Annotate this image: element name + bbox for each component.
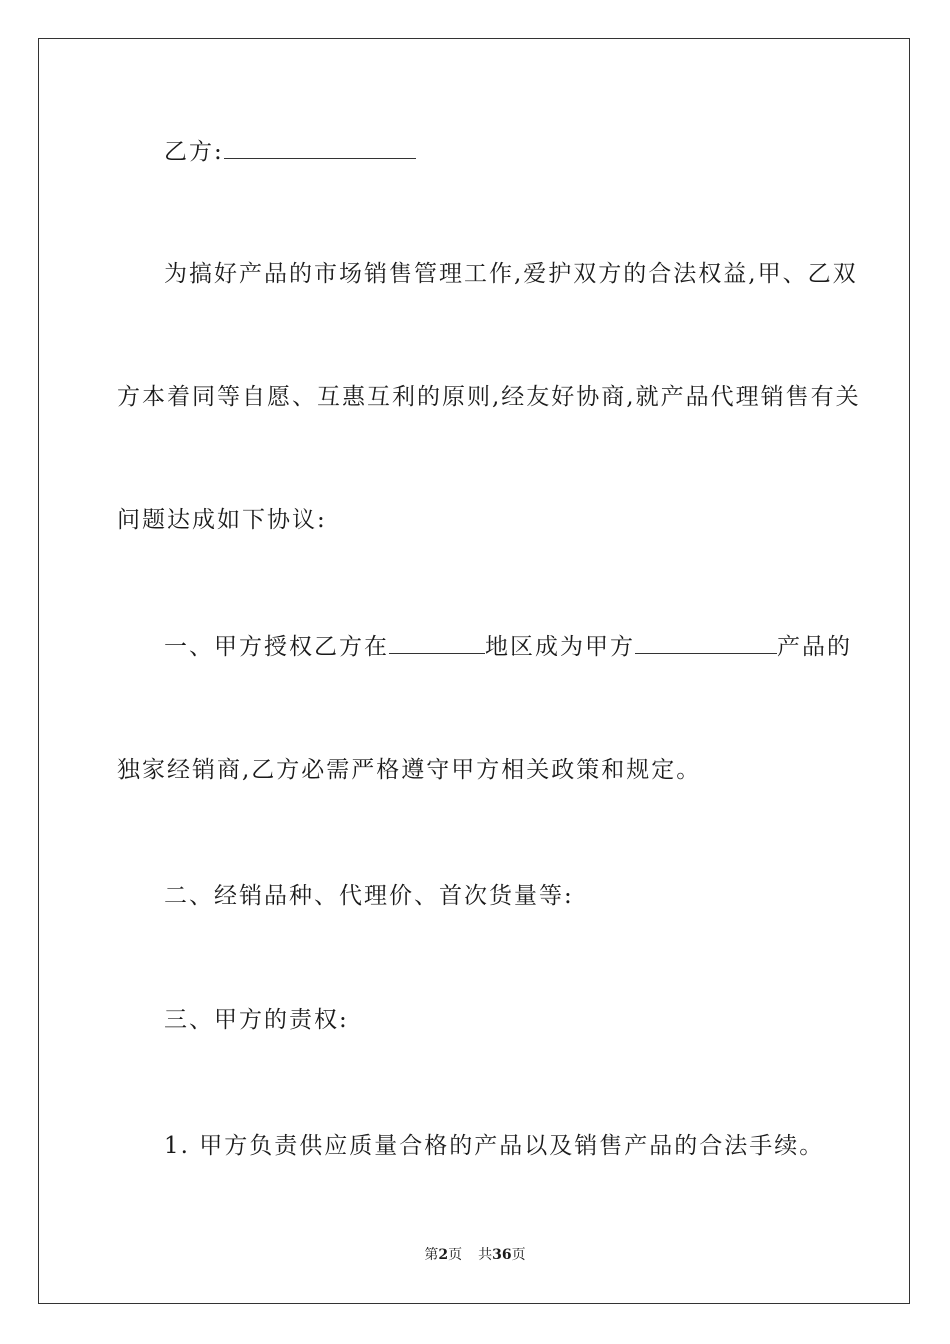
item1: 1. 甲方负责供应质量合格的产品以及销售产品的合法手续。 xyxy=(164,1133,825,1159)
para1-line1: 为搞好产品的市场销售管理工作,爱护双方的合法权益,甲、乙双 xyxy=(164,261,858,287)
party-b-line xyxy=(164,137,416,167)
total-suffix: 页 xyxy=(511,1247,526,1263)
page-suffix: 页 xyxy=(448,1247,463,1263)
para1-line2: 方本着同等自愿、互惠互利的原则,经友好协商,就产品代理销售有关 xyxy=(117,384,861,410)
clause1-part3: 产品的 xyxy=(777,634,852,660)
para1-line3: 问题达成如下协议: xyxy=(117,507,327,533)
party-b-blank[interactable] xyxy=(224,138,416,159)
clause3: 三、甲方的责权: xyxy=(164,1007,349,1033)
clause1-part2: 地区成为甲方 xyxy=(485,634,635,660)
clause1-line2: 独家经销商,乙方必需严格遵守甲方相关政策和规定。 xyxy=(117,757,702,783)
page-prefix: 第 xyxy=(424,1247,439,1263)
clause2: 二、经销品种、代理价、首次货量等: xyxy=(164,883,574,909)
clause1-line1 xyxy=(164,632,852,662)
region-blank[interactable] xyxy=(389,633,485,654)
total-prefix: 共 xyxy=(478,1247,493,1263)
clause1-part1: 一、甲方授权乙方在 xyxy=(164,634,389,660)
total-page-number: 36 xyxy=(492,1247,512,1263)
party-b-label: 乙方: xyxy=(164,139,224,165)
current-page-number: 2 xyxy=(438,1247,449,1263)
page-border xyxy=(38,38,910,1304)
page-footer xyxy=(0,1244,950,1264)
product-blank[interactable] xyxy=(635,633,777,654)
